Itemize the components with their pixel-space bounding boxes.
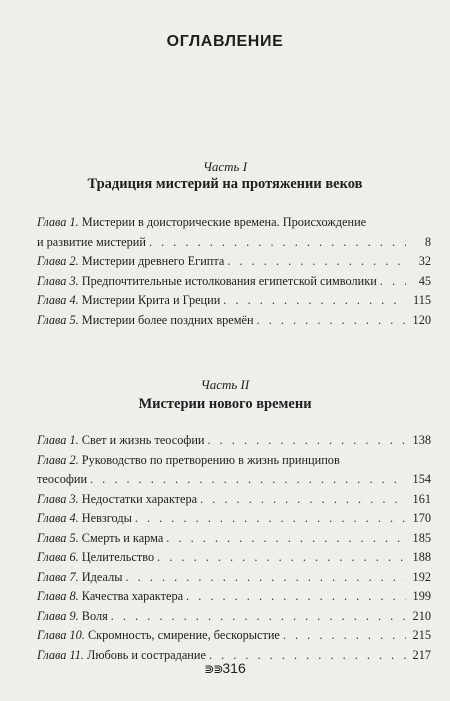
toc-entry-text bbox=[37, 568, 123, 588]
chapter-number: Глава 7. bbox=[37, 569, 79, 584]
page-ref: 120 bbox=[412, 312, 431, 327]
dot-leader bbox=[257, 311, 406, 331]
part-1-label: Часть I bbox=[202, 159, 248, 174]
chapter-number: Глава 1. bbox=[37, 215, 79, 229]
toc-line bbox=[37, 272, 431, 292]
chapter-title: Руководство по претворению в жизнь принципов bbox=[81, 452, 340, 467]
page-ref: 32 bbox=[418, 254, 431, 268]
chapter-title: Идеалы bbox=[81, 569, 123, 584]
part-1-title: Традиция мистерий на протяжении веков bbox=[87, 176, 363, 192]
folio-ornament-icon: ⋑⋑ bbox=[204, 662, 223, 676]
page-ref: 170 bbox=[412, 511, 431, 525]
page-ref: 154 bbox=[412, 472, 431, 486]
toc-entry[interactable] bbox=[37, 311, 431, 331]
chapter-title: Мистерии в доисторические времена. Происхождение bbox=[81, 215, 367, 229]
toc-line bbox=[37, 291, 431, 311]
toc-entry[interactable] bbox=[37, 509, 431, 529]
toc-line bbox=[37, 568, 431, 588]
toc-entry-text bbox=[37, 587, 183, 607]
toc-entry-text bbox=[37, 431, 205, 451]
chapter-number: Глава 4. bbox=[37, 511, 79, 525]
toc-entry-text bbox=[37, 291, 220, 311]
page-ref: 115 bbox=[413, 293, 431, 307]
part-2-label: Часть II bbox=[200, 377, 250, 392]
chapter-number: Глава 6. bbox=[37, 550, 79, 564]
chapter-title: Свет и жизнь теософии bbox=[81, 433, 205, 447]
chapter-number: Глава 11. bbox=[37, 647, 84, 662]
chapter-title: Предпочтительные истолкования египетской символики bbox=[81, 273, 377, 288]
dot-leader bbox=[149, 233, 406, 253]
toc-entry[interactable] bbox=[37, 291, 431, 311]
page-ref: 45 bbox=[418, 273, 431, 288]
dot-leader bbox=[135, 509, 406, 529]
dot-leader bbox=[186, 587, 406, 607]
chapter-title: Мистерии древнего Египта bbox=[81, 254, 225, 268]
toc-entry[interactable] bbox=[37, 607, 431, 627]
chapter-number: Глава 4. bbox=[37, 293, 79, 307]
chapter-title: Любовь и сострадание bbox=[87, 647, 206, 662]
dot-leader bbox=[223, 291, 406, 311]
toc-line bbox=[37, 548, 431, 568]
toc-line bbox=[37, 470, 431, 490]
chapter-title: Воля bbox=[81, 608, 108, 623]
dot-leader bbox=[200, 490, 406, 510]
chapter-number: Глава 9. bbox=[37, 608, 79, 623]
chapter-title: Мистерии более поздних времён bbox=[81, 312, 254, 327]
chapter-number: Глава 5. bbox=[37, 530, 79, 545]
dot-leader bbox=[380, 272, 406, 292]
toc-entry[interactable] bbox=[37, 431, 431, 451]
toc-line bbox=[37, 233, 431, 253]
toc-entry-text bbox=[37, 213, 366, 233]
toc-entry-text bbox=[37, 490, 197, 510]
chapter-number: Глава 10. bbox=[37, 628, 85, 642]
toc-line bbox=[37, 607, 431, 627]
dot-leader bbox=[227, 252, 406, 272]
dot-leader bbox=[208, 431, 407, 451]
part-2-title: Мистерии нового времени bbox=[138, 396, 312, 412]
toc-entry[interactable] bbox=[37, 451, 431, 490]
toc-entry-text bbox=[37, 607, 108, 627]
chapter-title: Невзгоды bbox=[81, 511, 132, 525]
toc-entry[interactable] bbox=[37, 568, 431, 588]
part-1-contents bbox=[37, 213, 431, 330]
chapter-title-continued: и развитие мистерий bbox=[37, 234, 146, 249]
toc-entry-text bbox=[37, 548, 154, 568]
dot-leader bbox=[126, 568, 407, 588]
dot-leader bbox=[157, 548, 406, 568]
chapter-title: Качества характера bbox=[81, 589, 184, 603]
toc-entry[interactable] bbox=[37, 626, 431, 646]
dot-leader bbox=[90, 470, 406, 490]
page-ref: 199 bbox=[412, 589, 431, 603]
dot-leader bbox=[283, 626, 406, 646]
toc-line bbox=[37, 252, 431, 272]
page-title: ОГЛАВЛЕНИЕ bbox=[166, 33, 284, 50]
toc-entry[interactable] bbox=[37, 213, 431, 252]
chapter-number: Глава 3. bbox=[37, 491, 79, 506]
toc-entry-text bbox=[37, 509, 132, 529]
toc-line bbox=[37, 451, 431, 471]
toc-line bbox=[37, 529, 431, 549]
toc-entry-text bbox=[37, 272, 377, 292]
page-ref: 188 bbox=[412, 550, 431, 564]
page-ref: 217 bbox=[412, 647, 431, 662]
page-folio bbox=[0, 660, 450, 676]
chapter-number: Глава 1. bbox=[37, 433, 79, 447]
toc-entry-text bbox=[37, 529, 163, 549]
page-number: 316 bbox=[222, 660, 246, 676]
toc-entry-text bbox=[37, 252, 224, 272]
page-ref: 185 bbox=[412, 530, 431, 545]
part-2-contents bbox=[37, 431, 431, 665]
chapter-number: Глава 5. bbox=[37, 312, 79, 327]
chapter-number: Глава 2. bbox=[37, 452, 79, 467]
page-ref: 215 bbox=[412, 628, 431, 642]
toc-line bbox=[37, 311, 431, 331]
chapter-title: Смерть и карма bbox=[81, 530, 164, 545]
chapter-title: Скромность, смирение, бескорыстие bbox=[87, 628, 280, 642]
toc-entry[interactable] bbox=[37, 529, 431, 549]
chapter-title: Недостатки характера bbox=[81, 491, 198, 506]
chapter-title: Мистерии Крита и Греции bbox=[81, 293, 221, 307]
toc-entry[interactable] bbox=[37, 272, 431, 292]
toc-entry[interactable] bbox=[37, 252, 431, 272]
toc-entry-text bbox=[37, 451, 340, 471]
page-ref: 161 bbox=[412, 491, 431, 506]
toc-line bbox=[37, 587, 431, 607]
toc-line bbox=[37, 490, 431, 510]
page-ref: 210 bbox=[412, 608, 431, 623]
toc-entry[interactable] bbox=[37, 548, 431, 568]
page-ref: 192 bbox=[412, 569, 431, 584]
toc-entry-text bbox=[37, 626, 280, 646]
page-ref: 138 bbox=[412, 433, 431, 447]
toc-entry[interactable] bbox=[37, 490, 431, 510]
toc-entry[interactable] bbox=[37, 587, 431, 607]
toc-line bbox=[37, 431, 431, 451]
chapter-number: Глава 3. bbox=[37, 273, 79, 288]
page-ref: 8 bbox=[424, 234, 431, 249]
chapter-title: Целительство bbox=[81, 550, 155, 564]
chapter-number: Глава 2. bbox=[37, 254, 79, 268]
toc-line bbox=[37, 213, 431, 233]
chapter-number: Глава 8. bbox=[37, 589, 79, 603]
chapter-title-continued: теософии bbox=[37, 472, 88, 486]
toc-entry-text bbox=[37, 311, 254, 331]
dot-leader bbox=[111, 607, 406, 627]
dot-leader bbox=[166, 529, 406, 549]
toc-line bbox=[37, 626, 431, 646]
toc-line bbox=[37, 509, 431, 529]
